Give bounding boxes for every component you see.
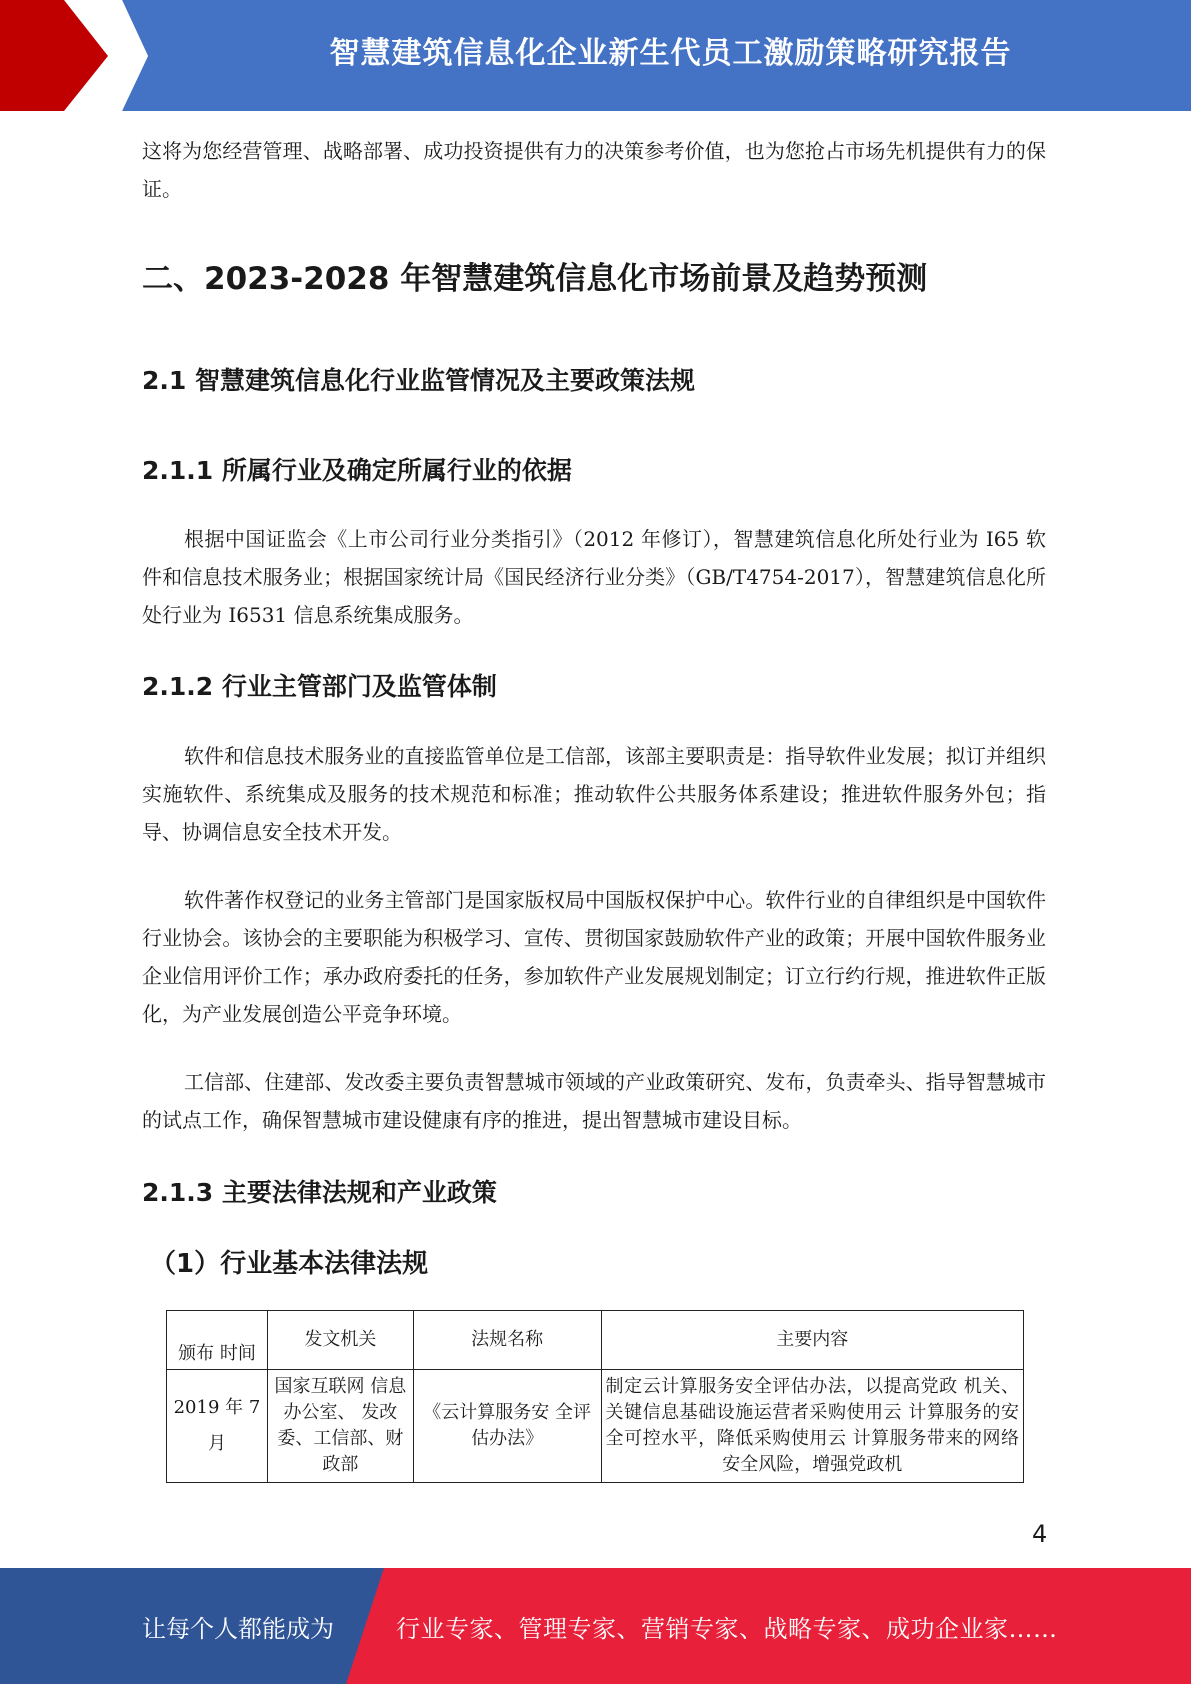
- table-header-row: [167, 1311, 1024, 1370]
- footer-slogan-right: 行业专家、管理专家、营销专家、战略专家、成功企业家……: [396, 1614, 1058, 1643]
- s212-block-1: [142, 737, 1046, 851]
- s212-block-2: [142, 881, 1046, 1033]
- s211-block: [142, 520, 1046, 634]
- subsection-title: 2.1 智慧建筑信息化行业监管情况及主要政策法规: [142, 366, 695, 395]
- header-law-name: 法规名称: [413, 1311, 601, 1370]
- laws-table: [166, 1310, 1024, 1483]
- s212-title: 2.1.2 行业主管部门及监管体制: [142, 672, 497, 701]
- footer-banner: [0, 1568, 1191, 1684]
- s212-block-3: [142, 1063, 1046, 1139]
- header-date: 颁布 时间: [167, 1311, 268, 1370]
- intro-paragraph: 这将为您经营管理、战略部署、成功投资提供有力的决策参考价值，也为您抢占市场先机提供有力的保证。: [142, 139, 1046, 201]
- header-banner: [0, 0, 1191, 111]
- cell-date: 2019 年 7月: [167, 1370, 268, 1483]
- cell-law-name: 《云计算服务安 全评估办法》: [413, 1370, 601, 1483]
- s213-subtitle: （1）行业基本法律法规: [150, 1249, 429, 1279]
- footer-slogan-left: 让每个人都能成为: [142, 1614, 334, 1643]
- intro-block: [142, 132, 1046, 208]
- header-main-content: 主要内容: [601, 1311, 1023, 1370]
- report-title: 智慧建筑信息化企业新生代员工激励策略研究报告: [329, 36, 1012, 71]
- s212-paragraph-3: 工信部、住建部、发改委主要负责智慧城市领域的产业政策研究、发布，负责牵头、指导智慧城市的试点工作，确保智慧城市建设健康有序的推进，提出智慧城市建设目标。: [142, 1070, 1046, 1132]
- section-title: 二、2023-2028 年智慧建筑信息化市场前景及趋势预测: [142, 261, 928, 297]
- s211-title: 2.1.1 所属行业及确定所属行业的依据: [142, 456, 572, 485]
- cell-issuer: 国家互联网 信息办公室、 发改委、工信部、财政部: [267, 1370, 413, 1483]
- s212-paragraph-2: 软件著作权登记的业务主管部门是国家版权局中国版权保护中心。软件行业的自律组织是中国软件行业协会。该协会的主要职能为积极学习、宣传、贯彻国家鼓励软件产业的政策；开展中国软件服务业企业信用评价工作；承办政府委托的任务，参加软件产业发展规划制定；订立行约行规，推进软件正版化，为产业发展创造公平竞争环境。: [142, 888, 1046, 1026]
- cell-main-content: 制定云计算服务安全评估办法，以提高党政 机关、关键信息基础设施运营者采购使用云 计算服务的安全可控水平，降低采购使用云 计算服务带来的网络安全风险，增强党政机: [601, 1370, 1023, 1483]
- page-number: 4: [1032, 1520, 1048, 1548]
- table-row: [167, 1370, 1024, 1483]
- s211-paragraph: 根据中国证监会《上市公司行业分类指引》（2012 年修订），智慧建筑信息化所处行业为 I65 软件和信息技术服务业；根据国家统计局《国民经济行业分类》（GB/T4754-2017），智慧建筑信息化所处行业为 I6531 信息系统集成服务。: [142, 527, 1046, 627]
- s212-paragraph-1: 软件和信息技术服务业的直接监管单位是工信部，该部主要职责是：指导软件业发展；拟订并组织实施软件、系统集成及服务的技术规范和标准；推动软件公共服务体系建设；推进软件服务外包；指导、协调信息安全技术开发。: [142, 744, 1046, 844]
- header-issuer: 发文机关: [267, 1311, 413, 1370]
- s213-title: 2.1.3 主要法律法规和产业政策: [142, 1178, 497, 1207]
